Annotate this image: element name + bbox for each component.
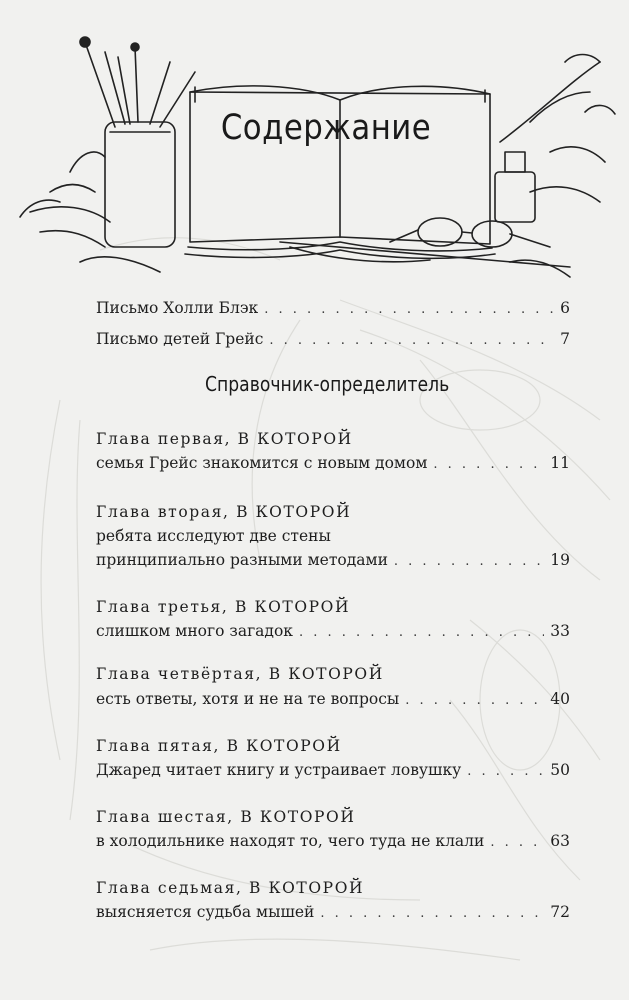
chapter-heading: Глава четвёртая, В КОТОРОЙ bbox=[96, 665, 384, 683]
leader-dots bbox=[299, 625, 544, 640]
chapter-description: принципиально разными методами bbox=[96, 551, 388, 569]
toc-entry-chapter-4[interactable] bbox=[96, 690, 570, 714]
toc-entry-chapter-6[interactable] bbox=[96, 832, 570, 856]
toc-page-number: 50 bbox=[550, 761, 570, 779]
chapter-heading: Глава шестая, В КОТОРОЙ bbox=[96, 808, 356, 826]
toc-page-number: 19 bbox=[550, 551, 570, 569]
toc-page-number: 7 bbox=[560, 330, 570, 348]
toc-entry-letter-1[interactable] bbox=[96, 299, 570, 323]
leader-dots bbox=[320, 906, 544, 921]
leader-dots bbox=[269, 333, 554, 348]
leader-dots bbox=[490, 835, 544, 850]
leader-dots bbox=[467, 764, 544, 779]
toc-entry-chapter-1[interactable] bbox=[96, 454, 570, 478]
toc-page-number: 33 bbox=[550, 622, 570, 640]
toc-entry-chapter-5[interactable] bbox=[96, 761, 570, 785]
toc-page-number: 63 bbox=[550, 832, 570, 850]
chapter-description: ребята исследуют две стены bbox=[96, 527, 331, 545]
chapter-heading: Глава пятая, В КОТОРОЙ bbox=[96, 737, 342, 755]
leader-dots bbox=[433, 457, 544, 472]
chapter-heading: Глава вторая, В КОТОРОЙ bbox=[96, 503, 352, 521]
toc-entry-letter-2[interactable] bbox=[96, 330, 570, 354]
chapter-heading: Глава третья, В КОТОРОЙ bbox=[96, 598, 351, 616]
toc-entry-title: Письмо детей Грейс bbox=[96, 330, 264, 348]
chapter-description: семья Грейс знакомится с новым домом bbox=[96, 454, 428, 472]
toc-entry-chapter-2[interactable] bbox=[96, 551, 570, 575]
chapter-description: Джаред читает книгу и устраивает ловушку bbox=[96, 761, 462, 779]
leader-dots bbox=[405, 693, 544, 708]
toc-entry-title: Письмо Холли Блэк bbox=[96, 299, 259, 317]
leader-dots bbox=[264, 302, 554, 317]
chapter-description: выясняется судьба мышей bbox=[96, 903, 315, 921]
toc-entry-chapter-7[interactable] bbox=[96, 903, 570, 927]
toc-page-number: 40 bbox=[550, 690, 570, 708]
chapter-heading: Глава первая, В КОТОРОЙ bbox=[96, 430, 353, 448]
section-title: Справочник-определитель bbox=[205, 372, 450, 396]
chapter-description: есть ответы, хотя и не на те вопросы bbox=[96, 690, 400, 708]
toc-page-number: 72 bbox=[550, 903, 570, 921]
page-title: Содержание bbox=[220, 108, 432, 148]
leader-dots bbox=[394, 554, 544, 569]
toc-page-number: 6 bbox=[560, 299, 570, 317]
chapter-description: слишком много загадок bbox=[96, 622, 293, 640]
chapter-heading: Глава седьмая, В КОТОРОЙ bbox=[96, 879, 365, 897]
toc-entry-chapter-3[interactable] bbox=[96, 622, 570, 646]
toc-page-number: 11 bbox=[550, 454, 570, 472]
header-illustration bbox=[10, 32, 620, 287]
chapter-description: в холодильнике находят то, чего туда не клали bbox=[96, 832, 485, 850]
